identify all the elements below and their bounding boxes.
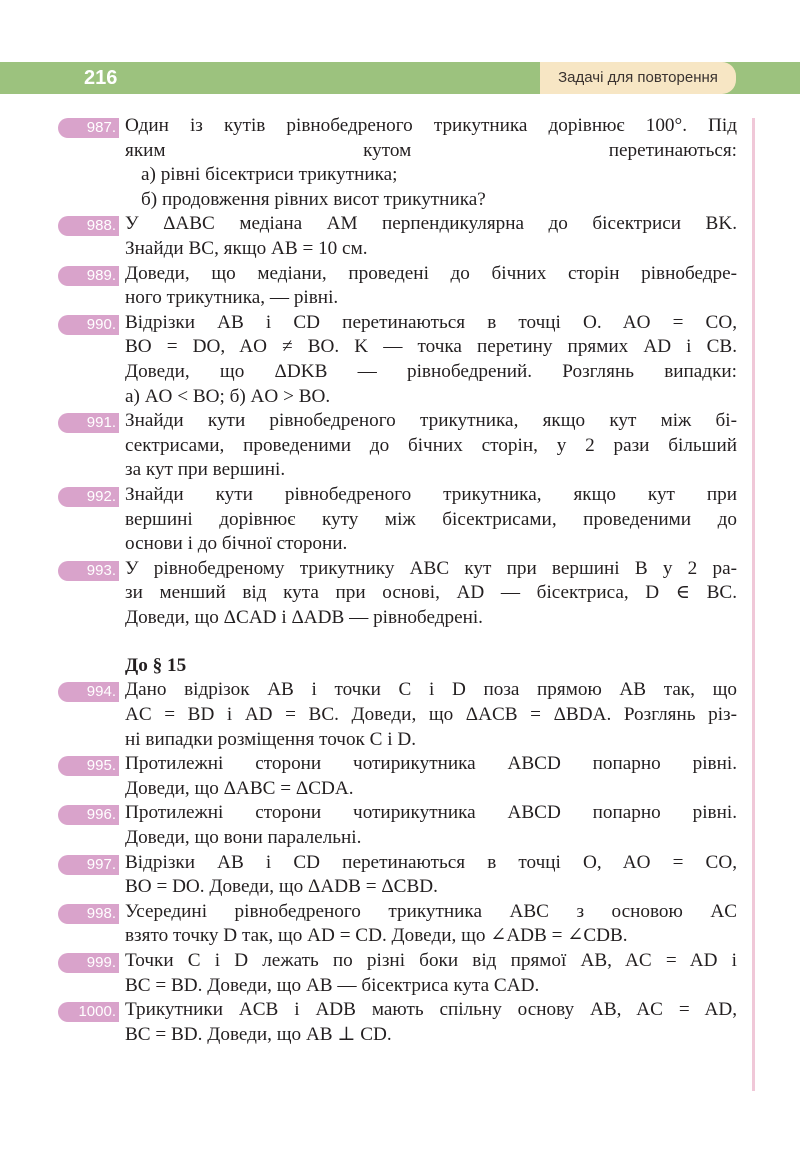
problem-text-line: Доведи, що медіани, проведені до бічних сторін рівнобедре- <box>125 262 737 284</box>
section-heading: До § 15 <box>125 655 187 677</box>
problem-number-badge: 998. <box>58 904 119 924</box>
problem-text-line: Доведи, що вони паралельні. <box>125 827 362 849</box>
problem-list <box>0 114 800 1047</box>
problem-number-badge: 997. <box>58 855 119 875</box>
problem-text-line: Відрізки AB і CD перетинаються в точці O, AO = CO, <box>125 851 737 873</box>
problem-item <box>0 851 737 900</box>
problem-text-line: Один із кутів рівнобедреного трикутника дорівнює 100°. Під <box>125 115 737 136</box>
problem-number-badge: 991. <box>58 413 119 433</box>
problem-text-line: за кут при вершині. <box>125 459 286 481</box>
problem-group-review <box>0 114 800 630</box>
problem-number-badge: 989. <box>58 266 119 286</box>
problem-number-badge: 1000. <box>58 1002 119 1022</box>
problem-text-line: зи менший від кута при основі, AD — бісектриса, D ∈ BC. <box>125 582 737 604</box>
problem-item <box>0 801 737 850</box>
problem-text-line: AC = BD і AD = BC. Доведи, що ΔACB = ΔBDA. Розглянь різ- <box>125 704 737 726</box>
problem-text-line: ні випадки розміщення точок C і D. <box>125 728 417 750</box>
problem-text-line: ного трикутника, — рівні. <box>125 287 339 309</box>
problem-item <box>0 900 737 949</box>
problem-text-line: Знайди кути рівнобедреного трикутника, якщо кут між бі- <box>125 410 737 432</box>
problem-text-line: Трикутники ACB і ADB мають спільну основу AB, AC = AD, <box>125 999 737 1021</box>
problem-item <box>0 262 737 311</box>
section-tab <box>540 62 736 94</box>
problem-text-line: Точки C і D лежать по різні боки від прямої AB, AC = AD і <box>125 950 737 971</box>
problem-text-line: яким кутом перетинаються: <box>125 139 737 161</box>
problem-text-line: взято точку D так, що AD = CD. Доведи, що ∠ADB = ∠CDB. <box>125 925 628 947</box>
problem-item <box>0 409 737 483</box>
problem-text-line: Доведи, що ΔCAD і ΔADB — рівнобедрені. <box>125 606 483 628</box>
problem-text-line: Протилежні сторони чотирикутника ABCD попарно рівні. <box>125 802 737 824</box>
problem-number-badge: 996. <box>58 805 119 825</box>
problem-text-line: Дано відрізок AB і точки C і D поза прямою AB так, що <box>125 679 737 701</box>
problem-item <box>0 949 737 998</box>
problem-text-line: Знайди BC, якщо AB = 10 см. <box>125 237 368 259</box>
problem-text-line: Відрізки AB і CD перетинаються в точці O. AO = CO, <box>125 311 737 333</box>
section-title: Задачі для повторення <box>558 69 718 86</box>
problem-text-line: а) AO < BO; б) AO > BO. <box>125 385 331 407</box>
problem-item <box>0 483 737 557</box>
problem-number-badge: 990. <box>58 315 119 335</box>
problem-text-line: BC = BD. Доведи, що AB — бісектриса кута CAD. <box>125 974 540 996</box>
problem-text-line: У ΔABC медіана AM перпендикулярна до бісектриси BK. <box>125 213 737 235</box>
problem-item <box>0 998 737 1047</box>
problem-number-badge: 999. <box>58 953 119 973</box>
page-number: 216 <box>84 67 118 89</box>
problem-text-line: Знайди кути рівнобедреного трикутника, якщо кут при <box>125 483 737 505</box>
problem-number-badge: 994. <box>58 682 119 702</box>
problem-text-line: вершині дорівнює куту між бісектрисами, проведеними до <box>125 508 737 530</box>
problem-text-line: У рівнобедреному трикутнику ABC кут при вершині B у 2 ра- <box>125 557 737 579</box>
problem-text-line: сектрисами, проведеними до бічних сторін, у 2 рази більший <box>125 434 737 456</box>
problem-item <box>0 678 737 752</box>
problem-number-badge: 992. <box>58 487 119 507</box>
problem-item <box>0 752 737 801</box>
problem-text-line: б) продовження рівних висот трикутника? <box>141 188 486 210</box>
problem-number-badge: 993. <box>58 561 119 581</box>
problem-text-line: Доведи, що ΔABC = ΔCDA. <box>125 777 354 799</box>
problem-text-line: а) рівні бісектриси трикутника; <box>141 164 398 186</box>
problem-text-line: Усередині рівнобедреного трикутника ABC з основою AC <box>125 900 737 922</box>
problem-text-line: основи і до бічної сторони. <box>125 533 348 555</box>
problem-number-badge: 995. <box>58 756 119 776</box>
problem-number-badge: 987. <box>58 118 119 138</box>
problem-text-line: Протилежні сторони чотирикутника ABCD попарно рівні. <box>125 753 737 775</box>
problem-item <box>0 212 737 261</box>
problem-text-line: BO = DO, AO ≠ BO. K — точка перетину прямих AD і CB. <box>125 336 737 358</box>
problem-number-badge: 988. <box>58 216 119 236</box>
problem-item <box>0 311 737 409</box>
problem-text-line: BC = BD. Доведи, що AB ⊥ CD. <box>125 1023 392 1045</box>
problem-item <box>0 114 737 212</box>
problem-item <box>0 557 737 631</box>
problem-text-line: Доведи, що ΔDKB — рівнобедрений. Розглянь випадки: <box>125 360 737 382</box>
problem-text-line: BO = DO. Доведи, що ΔADB = ΔCBD. <box>125 876 438 898</box>
problem-group-section-15 <box>0 678 800 1047</box>
